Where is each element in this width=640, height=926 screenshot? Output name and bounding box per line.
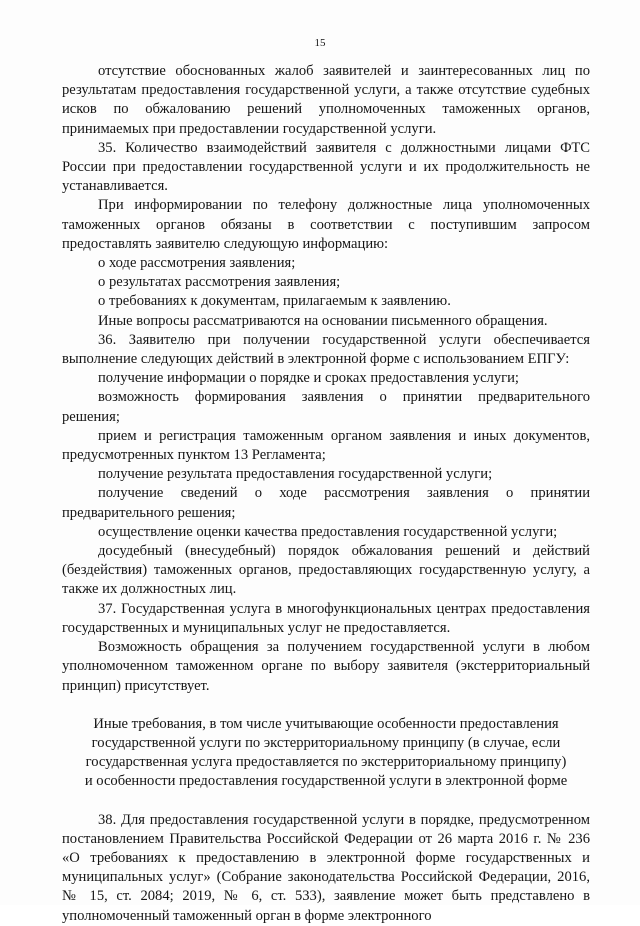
list-item: прием и регистрация таможенным органом заявления и иных документов, предусмотренных пунктом 13 Регламента; [62,427,590,464]
page-number: 15 [314,37,326,49]
paragraph: Иные вопросы рассматриваются на основании письменного обращения. [98,312,548,329]
list-item: о результатах рассмотрения заявления; [98,274,341,291]
list-item: о ходе рассмотрения заявления; [98,255,296,272]
paragraph: 36. Заявителю при получении государственной услуги обеспечивается выполнение следующих действий в электронной форме с использованием ЕПГУ: [62,331,590,368]
paragraph: Возможность обращения за получением государственной услуги в любом уполномоченном таможенном органе по выбору заявителя (экстерриториальный принцип) присутствует. [62,639,590,694]
list-item: о требованиях к документам, прилагаемым к заявлению. [98,293,451,310]
list-item: получение информации о порядке и сроках предоставления услуги; [98,370,519,387]
list-item: досудебный (внесудебный) порядок обжалования решений и действий (бездействия) таможенных органов, предоставляющих государственную услугу, а также их должностных лиц. [62,543,590,598]
list-item: получение сведений о ходе рассмотрения заявления о принятии предварительного решения; [62,485,590,521]
paragraph: 37. Государственная услуга в многофункциональных центрах предоставления государственных и муниципальных услуг не предоставляется. [62,600,590,636]
paragraph: отсутствие обоснованных жалоб заявителей и заинтересованных лиц по результатам предоставления государственной услуги, а также отсутствие судебных исков по обжалованию решений уполномоченных таможенных органов, принимаемых при предоставлении государственной услуги. [62,63,590,137]
section-heading: Иные требования, в том числе учитывающие особенности предоставления государственной услуги по экстерриториальному принципу (в случае, если государственная услуга предоставляется по экстерриториальному принципу) и особенности предоставления государственной услуги в электронной форме [84,715,568,790]
paragraph: 38. Для предоставления государственной услуги в порядке, предусмотренном постановлением Правительства Российской Федерации от 26 марта 2016 г. № 236 «О требованиях к предоставлению в электронной форме государственных и муниципальных услуг» (Собрание законодательства Российской Федерации, 2016, № 15, ст. 2084; 2019, № 6, ст. 533), заявление может быть представлено в уполномоченный таможенный орган в форме электронного [62,811,590,924]
spacer [62,696,590,715]
list-item: возможность формирования заявления о принятии предварительного решения; [62,389,590,425]
spacer [62,792,590,811]
paragraph: При информировании по телефону должностные лица уполномоченных таможенных органов обязаны в соответствии с поступившим запросом предоставлять заявителю следующую информацию: [62,197,590,252]
paragraph: 35. Количество взаимодействий заявителя с должностными лицами ФТС России при предоставлении государственной услуги и их продолжительность не устанавливается. [62,139,590,195]
list-item: осуществление оценки качества предоставления государственной услуги; [98,523,558,540]
list-item: получение результата предоставления государственной услуги; [98,466,493,483]
document-body [62,62,590,926]
